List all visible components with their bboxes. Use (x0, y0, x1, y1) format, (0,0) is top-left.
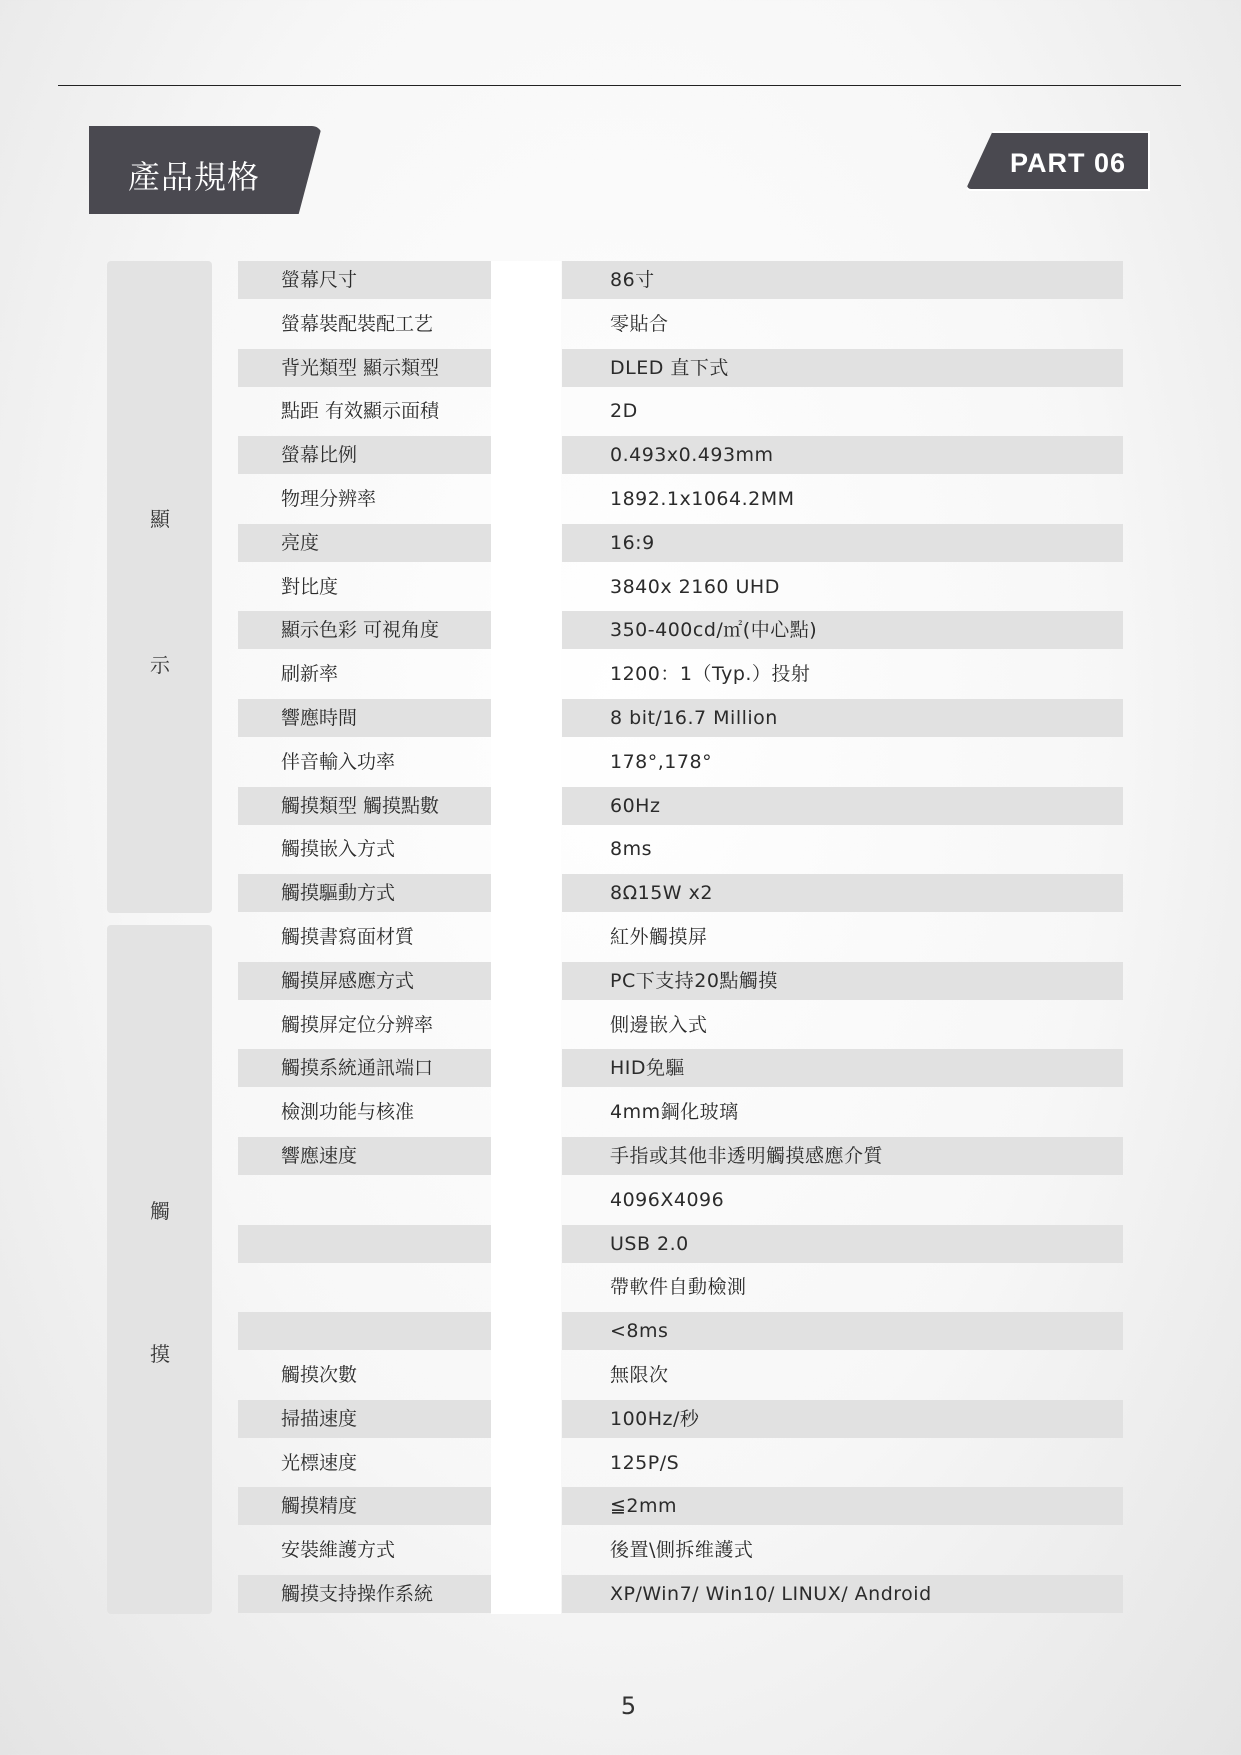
spec-label: 伴音輸入功率 (281, 750, 396, 773)
spec-label: 觸摸嵌入方式 (281, 838, 396, 861)
spec-value: 1200：1（Typ.）投射 (610, 663, 811, 686)
table-row (0, 962, 1241, 1000)
spec-label: 響應速度 (281, 1145, 358, 1167)
spec-value: 8Ω15W x2 (610, 882, 713, 905)
label-cell (238, 1487, 491, 1525)
spec-value: PC下支持20點觸摸 (610, 969, 778, 992)
table-row (0, 1531, 1241, 1569)
spec-value: 8 bit/16.7 Million (610, 707, 778, 729)
spec-label: 安裝維護方式 (281, 1539, 396, 1562)
label-cell (238, 1137, 491, 1175)
table-row (0, 1575, 1241, 1613)
spec-value: 後置\側拆维護式 (610, 1539, 754, 1562)
label-cell (238, 524, 491, 562)
group-touch-char-1: 觸 (150, 1199, 170, 1223)
spec-value: 手指或其他非透明觸摸感應介質 (610, 1145, 884, 1167)
spec-value: 2D (610, 400, 638, 423)
spec-value: 紅外觸摸屏 (610, 926, 708, 948)
spec-label: 觸摸書寫面材質 (281, 926, 415, 948)
spec-label: 觸摸支持操作系統 (281, 1583, 434, 1605)
table-row (0, 1268, 1241, 1306)
table-row (0, 568, 1241, 606)
spec-value: 4096X4096 (610, 1188, 725, 1211)
spec-label: 亮度 (281, 531, 320, 554)
spec-label: 觸摸精度 (281, 1495, 358, 1518)
table-row (0, 1312, 1241, 1350)
label-cell (238, 436, 491, 474)
table-row (0, 349, 1241, 387)
table-row (0, 261, 1241, 299)
spec-label: 物理分辨率 (281, 488, 377, 510)
spec-value: 零貼合 (610, 312, 669, 335)
spec-label: 檢測功能与核准 (281, 1101, 415, 1124)
section-title: 產品規格 (128, 158, 261, 196)
spec-value: 100Hz/秒 (610, 1407, 700, 1430)
table-row (0, 436, 1241, 474)
table-row (0, 655, 1241, 693)
spec-value: 178°,178° (610, 750, 713, 773)
label-cell (238, 1225, 491, 1263)
spec-label: 觸摸屏感應方式 (281, 969, 415, 992)
group-display-char-1: 顯 (150, 507, 170, 531)
spec-value: 125P/S (610, 1451, 680, 1474)
page-number: 5 (620, 1692, 637, 1720)
label-cell (238, 1444, 491, 1482)
label-cell (238, 1356, 491, 1394)
spec-value: 帶軟件自動檢測 (610, 1276, 747, 1299)
spec-value: 0.493x0.493mm (610, 444, 774, 467)
spec-value: 86寸 (610, 269, 655, 291)
spec-value: 4mm鋼化玻璃 (610, 1101, 739, 1124)
label-cell (238, 261, 491, 299)
table-row (0, 392, 1241, 430)
spec-label: 顯示色彩 可視角度 (281, 619, 440, 642)
spec-value: 無限次 (610, 1364, 669, 1386)
table-row (0, 1049, 1241, 1087)
spec-label: 對比度 (281, 575, 339, 598)
spec-value: DLED 直下式 (610, 356, 729, 379)
label-cell (238, 568, 491, 606)
label-cell (238, 655, 491, 693)
part-label: PART 06 (1010, 148, 1127, 178)
table-row (0, 1006, 1241, 1044)
spec-label: 光標速度 (281, 1451, 358, 1474)
value-cell (562, 392, 1123, 430)
spec-label: 觸摸驅動方式 (281, 882, 396, 905)
spec-label: 響應時間 (281, 707, 358, 729)
spec-label: 觸摸系統通訊端口 (281, 1057, 434, 1080)
spec-label: 點距 有效顯示面積 (281, 400, 440, 423)
table-row (0, 1093, 1241, 1131)
top-rule (58, 85, 1181, 86)
table-row (0, 874, 1241, 912)
spec-label: 觸摸類型 觸摸點數 (281, 794, 440, 817)
spec-label: 觸摸屏定位分辨率 (281, 1013, 434, 1036)
label-cell (238, 1181, 491, 1219)
spec-value: 1892.1x1064.2MM (610, 488, 795, 510)
table-row (0, 1181, 1241, 1219)
spec-label: 觸摸次數 (281, 1364, 358, 1386)
table-row (0, 918, 1241, 956)
group-touch-char-2: 摸 (150, 1342, 170, 1366)
spec-label: 螢幕尺寸 (281, 269, 358, 291)
spec-value: 16:9 (610, 531, 655, 554)
table-row (0, 699, 1241, 737)
table-row (0, 611, 1241, 649)
label-cell (238, 1400, 491, 1438)
table-row (0, 1356, 1241, 1394)
spec-label: 螢幕比例 (281, 444, 358, 467)
table-row (0, 1400, 1241, 1438)
spec-value: ≦2mm (610, 1495, 678, 1518)
table-row (0, 480, 1241, 518)
table-row (0, 1137, 1241, 1175)
label-cell (238, 1312, 491, 1350)
spec-value: USB 2.0 (610, 1232, 689, 1255)
spec-value: XP/Win7/ Win10/ LINUX/ Android (610, 1583, 932, 1605)
table-row (0, 743, 1241, 781)
table-row (0, 1487, 1241, 1525)
spec-label: 螢幕裝配裝配工艺 (281, 312, 434, 335)
spec-value: 8ms (610, 838, 652, 861)
table-row (0, 1225, 1241, 1263)
table-row (0, 787, 1241, 825)
table-row (0, 1444, 1241, 1482)
spec-value: 60Hz (610, 794, 661, 817)
label-cell (238, 1268, 491, 1306)
spec-value: 3840x 2160 UHD (610, 575, 780, 598)
table-row (0, 524, 1241, 562)
spec-value: <8ms (610, 1320, 669, 1343)
spec-value: 側邊嵌入式 (610, 1013, 708, 1036)
spec-label: 背光類型 顯示類型 (281, 356, 440, 379)
spec-value: HID免驅 (610, 1057, 686, 1080)
label-cell (238, 699, 491, 737)
spec-label: 掃描速度 (281, 1407, 358, 1430)
group-display-char-2: 示 (150, 653, 170, 677)
table-row (0, 305, 1241, 343)
spec-label: 刷新率 (281, 663, 339, 686)
spec-value: 350-400cd/㎡(中心點) (610, 619, 818, 642)
table-row (0, 830, 1241, 868)
